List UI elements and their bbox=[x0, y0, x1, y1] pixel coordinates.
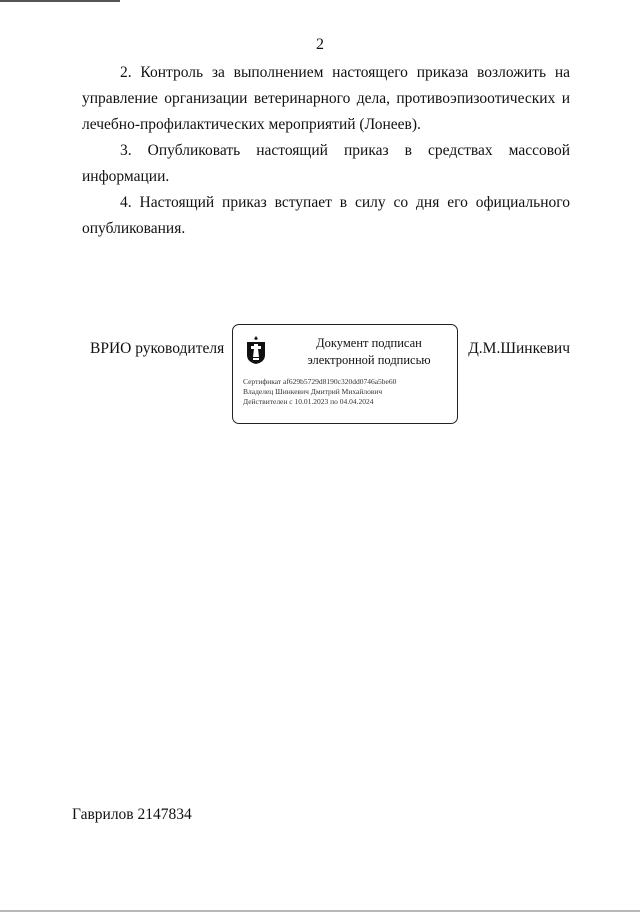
page-number: 2 bbox=[316, 36, 324, 53]
signer-position: ВРИО руководителя bbox=[90, 340, 225, 357]
paragraph-2 bbox=[82, 60, 570, 138]
stamp-details bbox=[243, 377, 453, 407]
paragraph-4 bbox=[82, 190, 570, 242]
stamp-title-line-1: Документ подписан bbox=[316, 336, 422, 350]
paragraph-text: Настоящий приказ вступает в силу со дня его официального опубликования. bbox=[82, 194, 571, 237]
paragraph-number: 2. bbox=[120, 64, 132, 81]
stamp-validity: Действителен с 10.01.2023 по 04.04.2024 bbox=[243, 397, 374, 406]
paragraph-number: 4. bbox=[120, 194, 132, 211]
stamp-title bbox=[289, 335, 449, 369]
paragraph-number: 3. bbox=[120, 142, 132, 159]
executor-info: Гаврилов 2147834 bbox=[72, 806, 192, 823]
coat-of-arms-icon bbox=[245, 335, 267, 365]
stamp-certificate: Сертификат af629b5729d8190c320dd0746a5be60 bbox=[243, 377, 397, 386]
signer-name: Д.М.Шинкевич bbox=[468, 340, 570, 357]
paragraph-3 bbox=[82, 138, 570, 190]
scan-edge-top bbox=[0, 0, 120, 2]
paragraph-text: Контроль за выполнением настоящего приказа возложить на управление организации ветеринарного дела, противоэпизоотических и лечебно-профилактических мероприятий (Лонеев). bbox=[82, 64, 570, 133]
stamp-title-line-2: электронной подписью bbox=[307, 353, 431, 367]
electronic-signature-stamp bbox=[232, 324, 458, 424]
paragraph-text: Опубликовать настоящий приказ в средствах массовой информации. bbox=[82, 142, 571, 185]
stamp-owner: Владелец Шинкевич Дмитрий Михайлович bbox=[243, 387, 383, 396]
